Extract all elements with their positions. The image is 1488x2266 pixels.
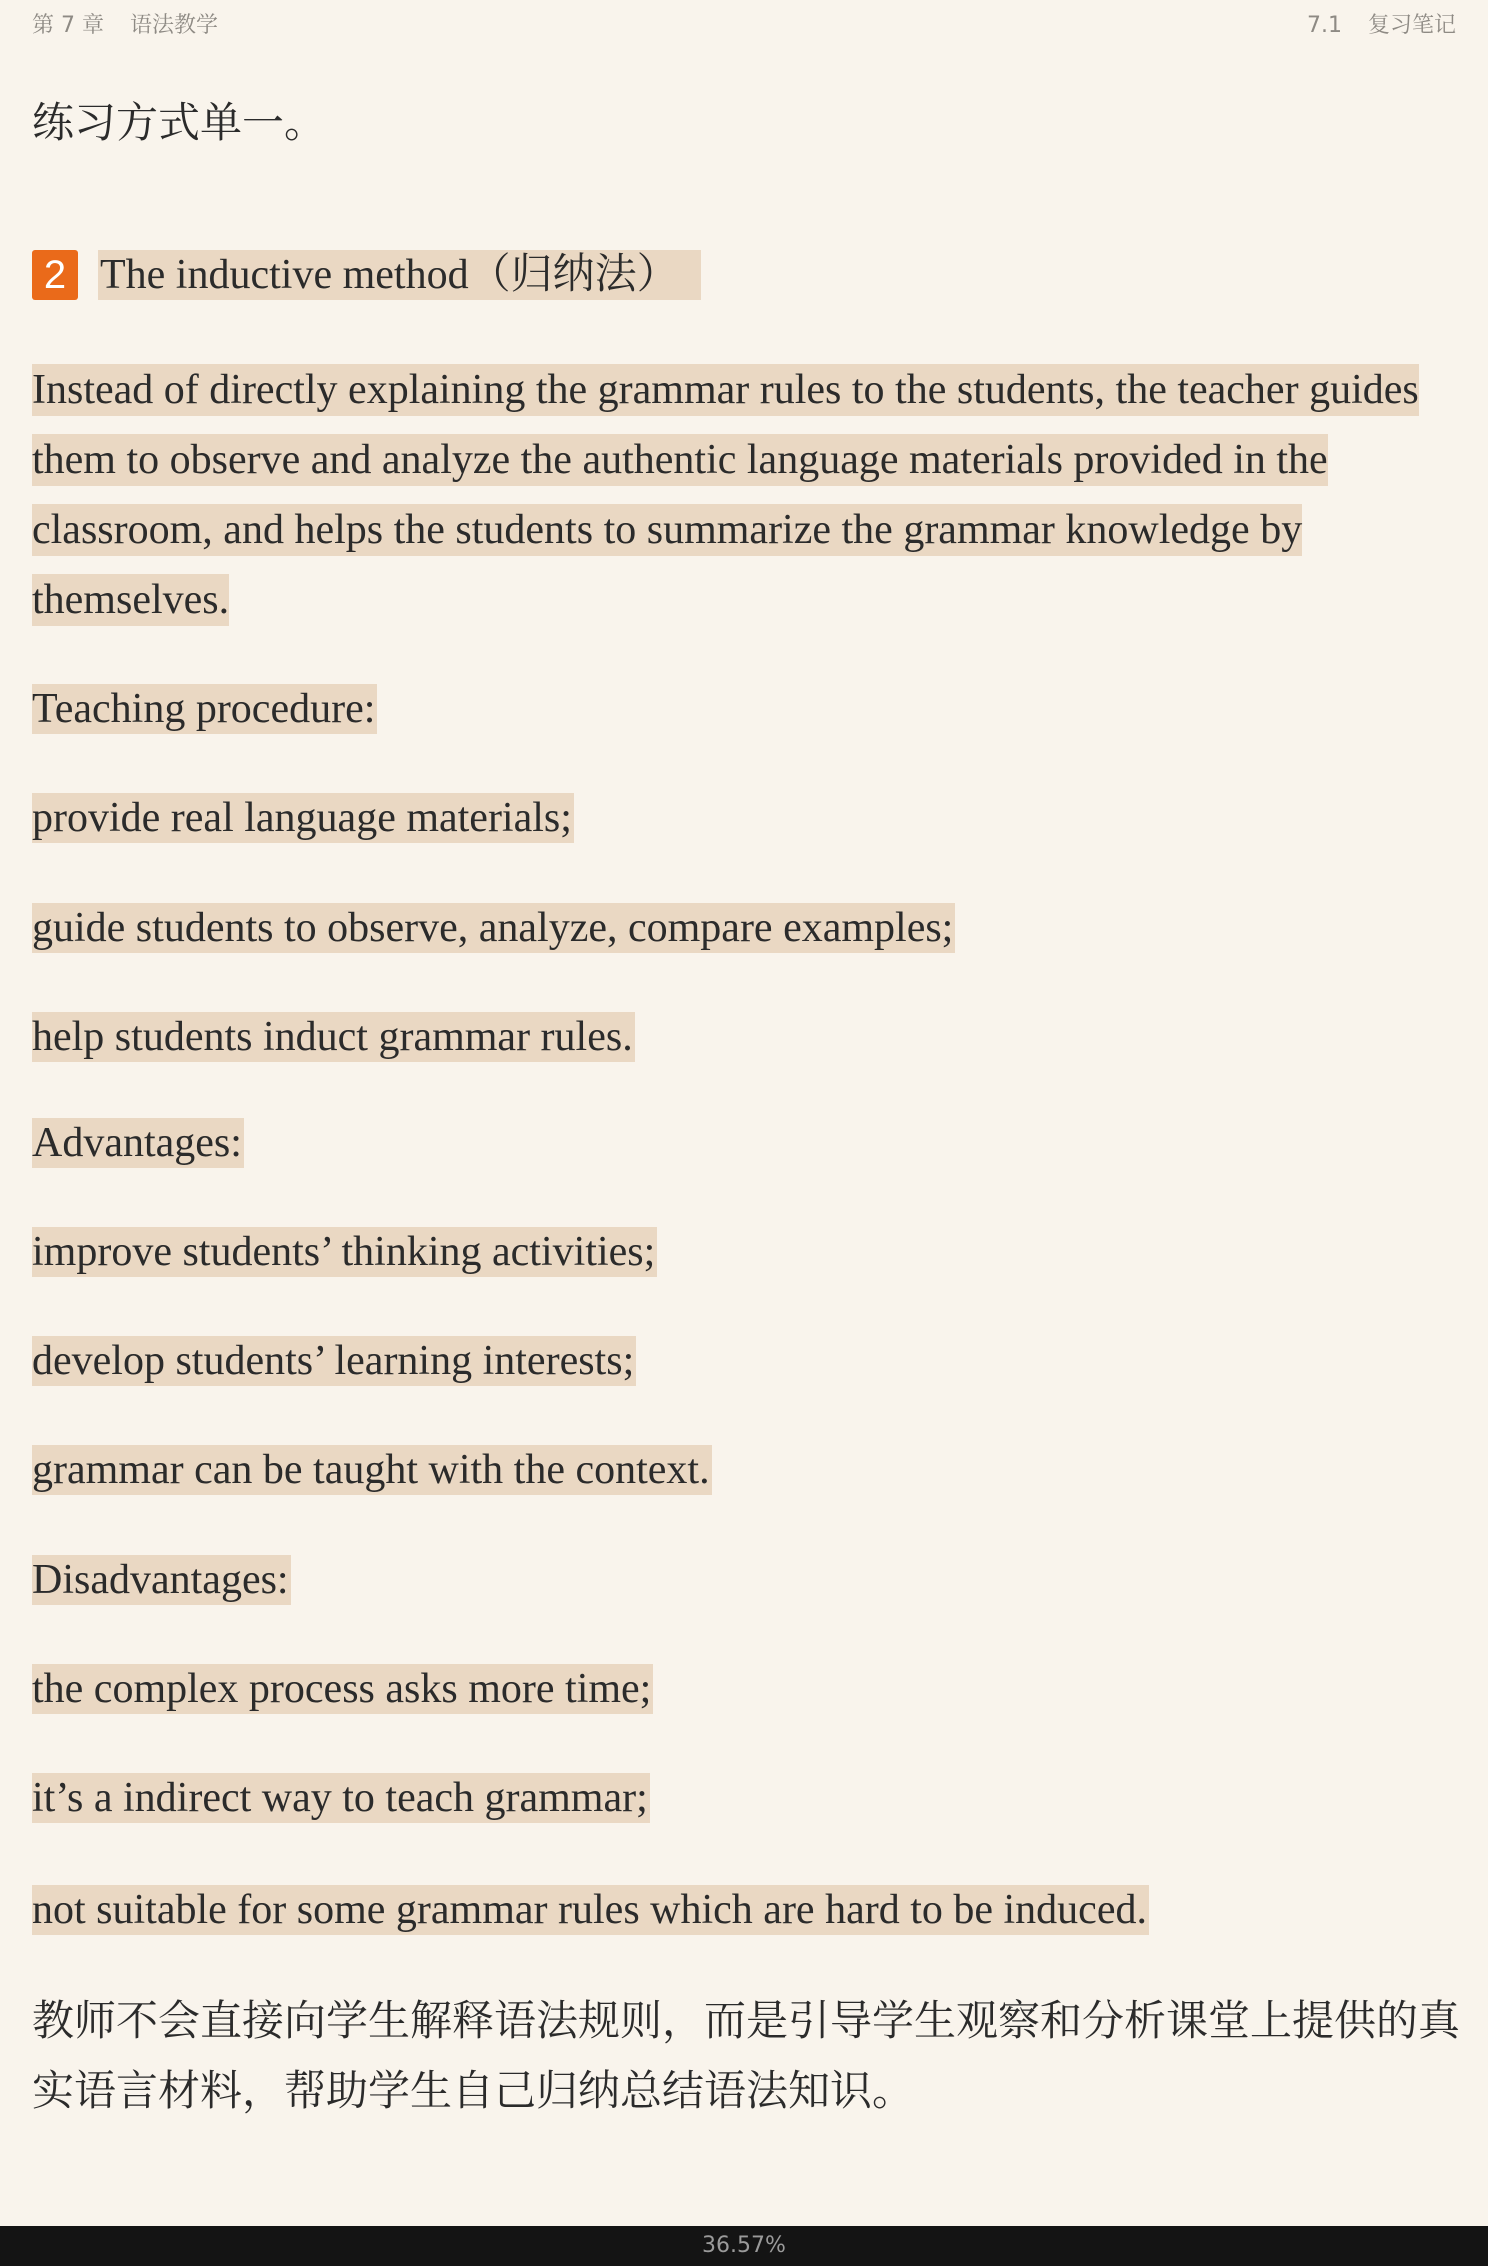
list-item	[32, 684, 377, 734]
highlighted-text[interactable]: Teaching procedure:	[32, 686, 376, 732]
highlighted-text[interactable]: guide students to observe, analyze, compare examples;	[32, 905, 954, 951]
section-heading	[32, 250, 701, 300]
chapter-title: 语法教学	[129, 13, 218, 38]
highlighted-text[interactable]: improve students’ thinking activities;	[32, 1229, 656, 1275]
list-item	[32, 1885, 1149, 1935]
list-item	[32, 1773, 650, 1823]
section-title-label: 复习笔记	[1367, 13, 1456, 38]
chapter-breadcrumb	[32, 8, 218, 39]
highlighted-paragraph-text[interactable]: Instead of directly explaining the grammar rules to the students, the teacher guides them to observe and analyze the authentic language materials provided in the classroom, and helps the students to summarize the grammar knowledge by themselves.	[32, 364, 1419, 626]
list-item	[32, 1012, 635, 1062]
highlighted-text[interactable]: provide real language materials;	[32, 795, 572, 841]
section-number-badge: 2	[32, 250, 78, 300]
highlighted-text[interactable]: grammar can be taught with the context.	[32, 1447, 710, 1493]
highlighted-text[interactable]: not suitable for some grammar rules which are hard to be induced.	[32, 1887, 1147, 1933]
intro-line: 练习方式单一。	[32, 98, 327, 147]
list-item	[32, 793, 574, 843]
list-item	[32, 1555, 291, 1605]
section-breadcrumb	[1307, 8, 1456, 39]
list-item	[32, 903, 955, 953]
list-item	[32, 1336, 636, 1386]
list-item	[32, 1445, 712, 1495]
page-header	[0, 0, 1488, 40]
list-item	[32, 1664, 653, 1714]
reading-progress-label: 36.57%	[702, 2233, 786, 2258]
highlighted-text[interactable]: Disadvantages:	[32, 1557, 289, 1603]
list-item	[32, 1227, 657, 1277]
section-heading-title[interactable]: The inductive method（归纳法）	[98, 250, 701, 300]
highlighted-text[interactable]: it’s a indirect way to teach grammar;	[32, 1775, 648, 1821]
highlighted-text[interactable]: help students induct grammar rules.	[32, 1014, 633, 1060]
highlighted-text[interactable]: develop students’ learning interests;	[32, 1338, 635, 1384]
body-paragraph	[32, 355, 1472, 635]
chinese-translation-paragraph: 教师不会直接向学生解释语法规则，而是引导学生观察和分析课堂上提供的真实语言材料，帮助学生自己归纳总结语法知识。	[32, 1996, 1461, 2115]
highlighted-text[interactable]: Advantages:	[32, 1120, 242, 1166]
section-number-label: 7.1	[1306, 13, 1342, 38]
list-item	[32, 1118, 244, 1168]
chapter-label: 第 7 章	[32, 13, 104, 38]
highlighted-text[interactable]: the complex process asks more time;	[32, 1666, 652, 1712]
